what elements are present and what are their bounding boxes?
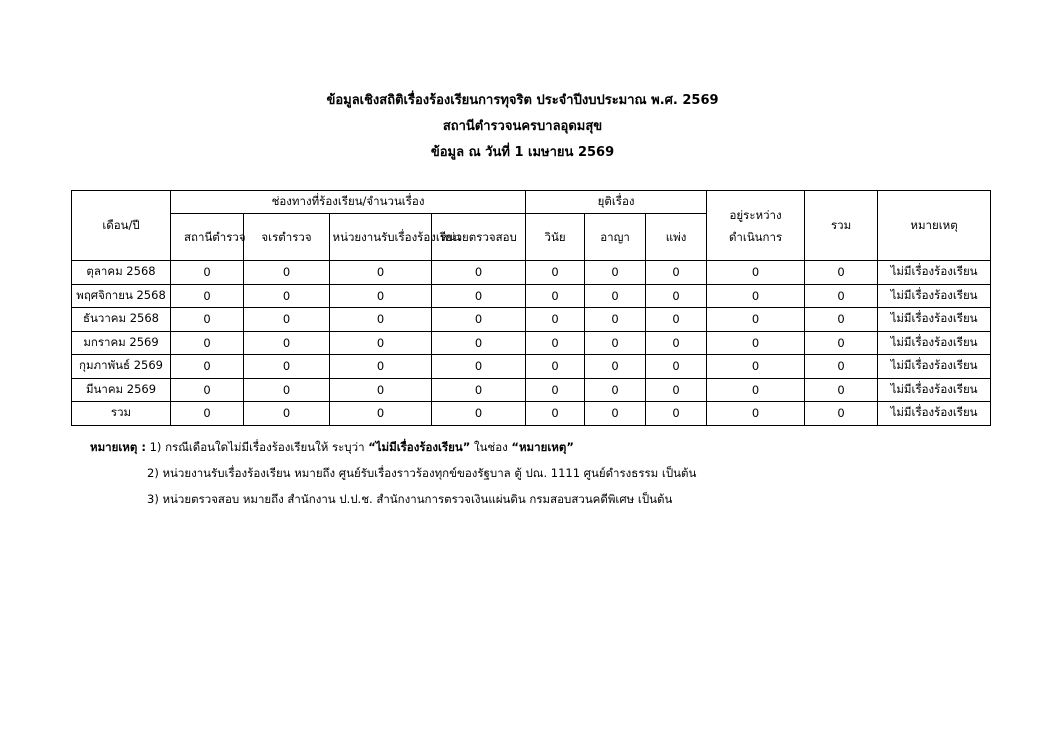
value-cell: 0 [244,378,330,402]
header-police: จเรตำรวจ [244,214,330,261]
header-channels-group: ช่องทางที่ร้องเรียน/จำนวนเรื่อง [171,191,526,214]
table-body [72,261,991,426]
total-value-cell: 0 [244,402,330,426]
value-cell: 0 [171,284,244,308]
value-cell: 0 [171,308,244,332]
value-cell: 0 [244,355,330,379]
note-3: 3) หน่วยตรวจสอบ หมายถึง สำนักงาน ป.ป.ช. สำนักงานการตรวจเงินแผ่นดิน กรมสอบสวนคดีพิเศษ เป็นต้น [147,492,673,506]
note-1 [90,436,696,462]
value-cell: 0 [585,331,646,355]
value-cell: 0 [805,261,878,285]
value-cell: 0 [526,261,585,285]
header-complaint-unit: หน่วยงานรับเรื่องร้องเรียน [330,214,432,261]
value-cell: 0 [805,355,878,379]
note-1-quote-no-complaint: “ไม่มีเรื่องร้องเรียน” [368,440,471,454]
value-cell: 0 [244,284,330,308]
remark-cell: ไม่มีเรื่องร้องเรียน [878,284,991,308]
header-total: รวม [805,191,878,261]
value-cell: 0 [805,308,878,332]
value-cell: 0 [707,261,805,285]
data-date: ข้อมูล ณ วันที่ 1 เมษายน 2569 [430,145,615,160]
value-cell: 0 [585,261,646,285]
value-cell: 0 [707,308,805,332]
table-row [72,261,991,285]
total-value-cell: 0 [171,402,244,426]
total-value-cell: 0 [585,402,646,426]
value-cell: 0 [330,261,432,285]
value-cell: 0 [526,308,585,332]
value-cell: 0 [244,331,330,355]
total-value-cell: 0 [526,402,585,426]
notes-label: หมายเหตุ : [90,440,146,454]
value-cell: 0 [171,261,244,285]
value-cell: 0 [526,378,585,402]
report-title: ข้อมูลเชิงสถิติเรื่องร้องเรียนการทุจริต ประจำปีงบประมาณ พ.ศ. 2569 [326,93,719,108]
table-row [72,378,991,402]
value-cell: 0 [432,261,526,285]
value-cell: 0 [432,284,526,308]
value-cell: 0 [707,355,805,379]
value-cell: 0 [330,355,432,379]
value-cell: 0 [646,331,707,355]
table-row [72,331,991,355]
note-2: 2) หน่วยงานรับเรื่องร้องเรียน หมายถึง ศูนย์รับเรื่องราวร้องทุกข์ของรัฐบาล ตู้ ปณ. 1111 ศูนย์ดำรงธรรม เป็นต้น [147,466,697,480]
report-titles [0,88,1045,166]
header-civil: แพ่ง [646,214,707,261]
total-value-cell: 0 [646,402,707,426]
value-cell: 0 [171,378,244,402]
remark-cell: ไม่มีเรื่องร้องเรียน [878,331,991,355]
value-cell: 0 [171,355,244,379]
value-cell: 0 [585,355,646,379]
header-criminal: อาญา [585,214,646,261]
value-cell: 0 [244,261,330,285]
notes-section [90,436,696,514]
value-cell: 0 [171,331,244,355]
value-cell: 0 [707,331,805,355]
header-in-progress: อยู่ระหว่างดำเนินการ [707,191,805,261]
value-cell: 0 [585,308,646,332]
table-row [72,284,991,308]
month-cell: ตุลาคม 2568 [72,261,171,285]
remark-cell: ไม่มีเรื่องร้องเรียน [878,355,991,379]
header-audit-unit: หน่วยตรวจสอบ [432,214,526,261]
complaint-statistics-table [71,190,991,426]
remark-cell: ไม่มีเรื่องร้องเรียน [878,261,991,285]
value-cell: 0 [330,378,432,402]
month-cell: พฤศจิกายน 2568 [72,284,171,308]
total-value-cell: 0 [707,402,805,426]
value-cell: 0 [432,331,526,355]
total-remark-cell: ไม่มีเรื่องร้องเรียน [878,402,991,426]
remark-cell: ไม่มีเรื่องร้องเรียน [878,308,991,332]
value-cell: 0 [646,284,707,308]
value-cell: 0 [805,331,878,355]
note-1-middle: ในช่อง [473,440,508,454]
value-cell: 0 [526,284,585,308]
value-cell: 0 [432,378,526,402]
value-cell: 0 [244,308,330,332]
value-cell: 0 [646,308,707,332]
value-cell: 0 [330,308,432,332]
value-cell: 0 [805,378,878,402]
header-discipline: วินัย [526,214,585,261]
value-cell: 0 [585,284,646,308]
station-name: สถานีตำรวจนครบาลอุดมสุข [442,119,603,134]
total-row [72,402,991,426]
value-cell: 0 [646,355,707,379]
month-cell: กุมภาพันธ์ 2569 [72,355,171,379]
note-1-prefix: 1) กรณีเดือนใดไม่มีเรื่องร้องเรียนให้ ระบุว่า [149,440,365,454]
table-row [72,355,991,379]
note-1-quote-remark: “หมายเหตุ” [511,440,574,454]
total-value-cell: 0 [330,402,432,426]
header-month: เดือน/ปี [72,191,171,261]
remark-cell: ไม่มีเรื่องร้องเรียน [878,378,991,402]
value-cell: 0 [805,284,878,308]
value-cell: 0 [432,355,526,379]
value-cell: 0 [330,284,432,308]
month-cell: ธันวาคม 2568 [72,308,171,332]
month-cell: มกราคม 2569 [72,331,171,355]
value-cell: 0 [646,378,707,402]
total-label: รวม [72,402,171,426]
value-cell: 0 [526,355,585,379]
value-cell: 0 [585,378,646,402]
month-cell: มีนาคม 2569 [72,378,171,402]
value-cell: 0 [707,378,805,402]
table-row [72,308,991,332]
value-cell: 0 [330,331,432,355]
value-cell: 0 [526,331,585,355]
total-value-cell: 0 [432,402,526,426]
value-cell: 0 [707,284,805,308]
header-resolved-group: ยุติเรื่อง [526,191,707,214]
value-cell: 0 [432,308,526,332]
value-cell: 0 [646,261,707,285]
header-station: สถานีตำรวจ [171,214,244,261]
header-remark: หมายเหตุ [878,191,991,261]
total-value-cell: 0 [805,402,878,426]
